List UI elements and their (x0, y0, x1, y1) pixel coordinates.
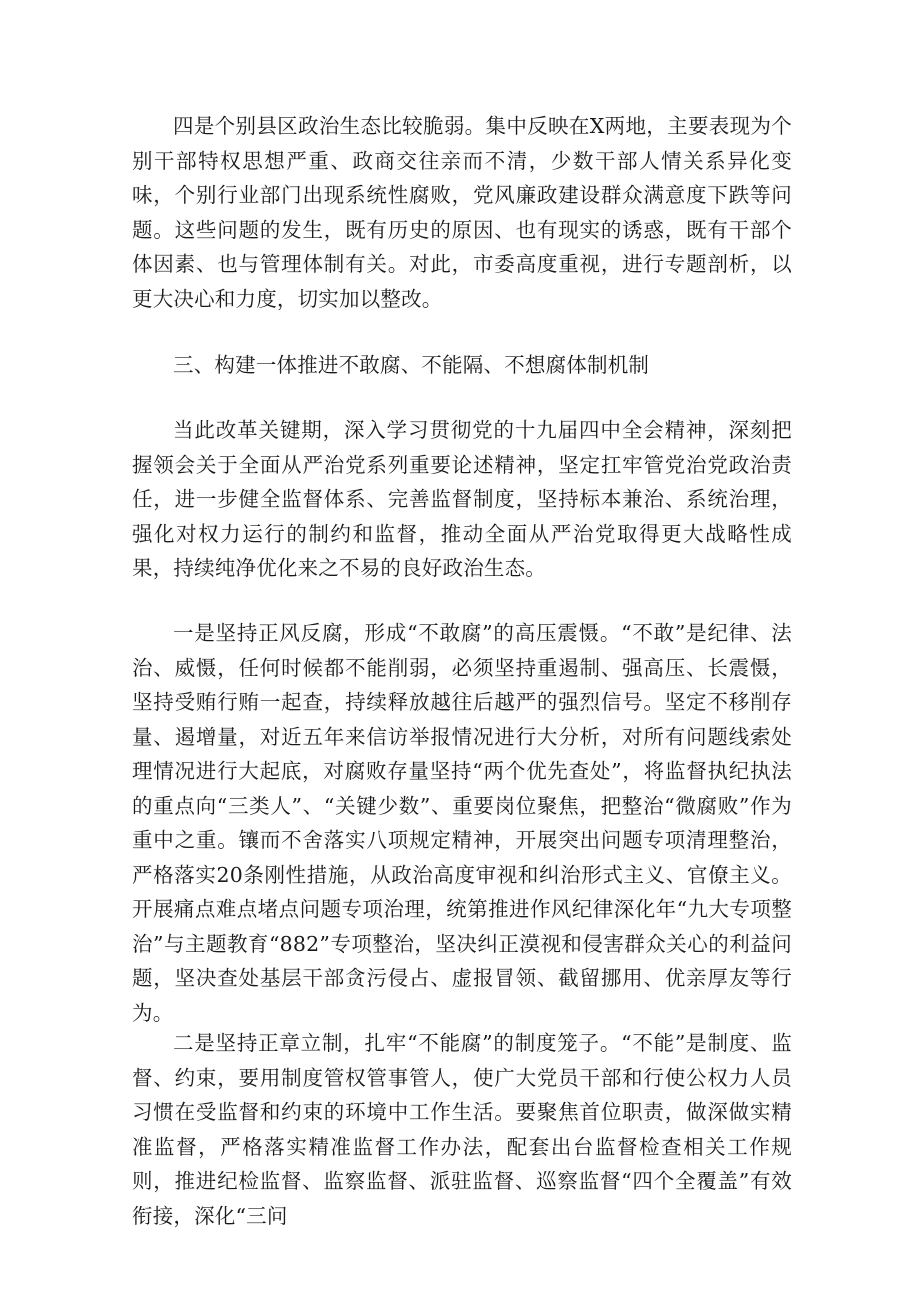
paragraph-cannot-corrupt: 二是坚持正章立制，扎牢“不能腐”的制度笼子。“不能”是制度、监督、约束，要用制度管权管事管人，使广大党员干部和行使公权力人员习惯在受监督和约束的环境中工作生活。要聚焦首位职责，做深做实精准监督，严格落实精准监督工作办法，配套出台监督检查相关工作规则，推进纪检监督、监察监督、派驻监督、巡察监督“四个全覆盖”有效衔接，深化“三问 (132, 1031, 792, 1228)
paragraph-political-ecology: 四是个别县区政治生态比较脆弱。集中反映在X两地，主要表现为个别干部特权思想严重、政商交往亲而不清，少数干部人情关系异化变味，个别行业部门出现系统性腐败，党风廉政建设群众满意度下跌等问题。这些问题的发生，既有历史的原因、也有现实的诱惑，既有干部个体因素、也与管理体制有关。对此，市委高度重视，进行专题剖析，以更大决心和力度，切实加以整改。 (132, 114, 792, 311)
paragraph-reform-period: 当此改革关键期，深入学习贯彻党的十九届四中全会精神，深刻把握领会关于全面从严治党系列重要论述精神，坚定扛牢管党治党政治责任，进一步健全监督体系、完善监督制度，坚持标本兼治、系统治理，强化对权力运行的制约和监督，推动全面从严治党取得更大战略性成果，持续纯净优化来之不易的良好政治生态。 (132, 418, 792, 580)
section-heading: 三、构建一体推进不敢腐、不能隔、不想腐体制机制 (173, 353, 650, 377)
paragraph-dare-not-corrupt: 一是坚持正风反腐，形成“不敢腐”的高压震慑。“不敢”是纪律、法治、威慑，任何时候都不能削弱，必须坚持重遏制、强高压、长震慑，坚持受贿行贿一起查，持续释放越往后越严的强烈信号。坚定不移削存量、遏增量，对近五年来信访举报情况进行大分析，对所有问题线索处理情况进行大起底，对腐败存量坚持“两个优先查处”，将监督执纪执法的重点向“三类人”、“关键少数”、重要岗位聚焦，把整治“微腐败”作为重中之重。镶而不舍落实八项规定精神，开展突出问题专项清理整治，严格落实20条刚性措施，从政治高度审视和纠治形式主义、官僚主义。开展痛点难点堵点问题专项治理，统第推进作风纪律深化年“九大专项整治”与主题教育“882”专项整治，坚决纠正漠视和侵害群众关心的利益问题，坚决查处基层干部贪污侵占、虚报冒领、截留挪用、优亲厚友等行为。 (132, 621, 792, 1025)
